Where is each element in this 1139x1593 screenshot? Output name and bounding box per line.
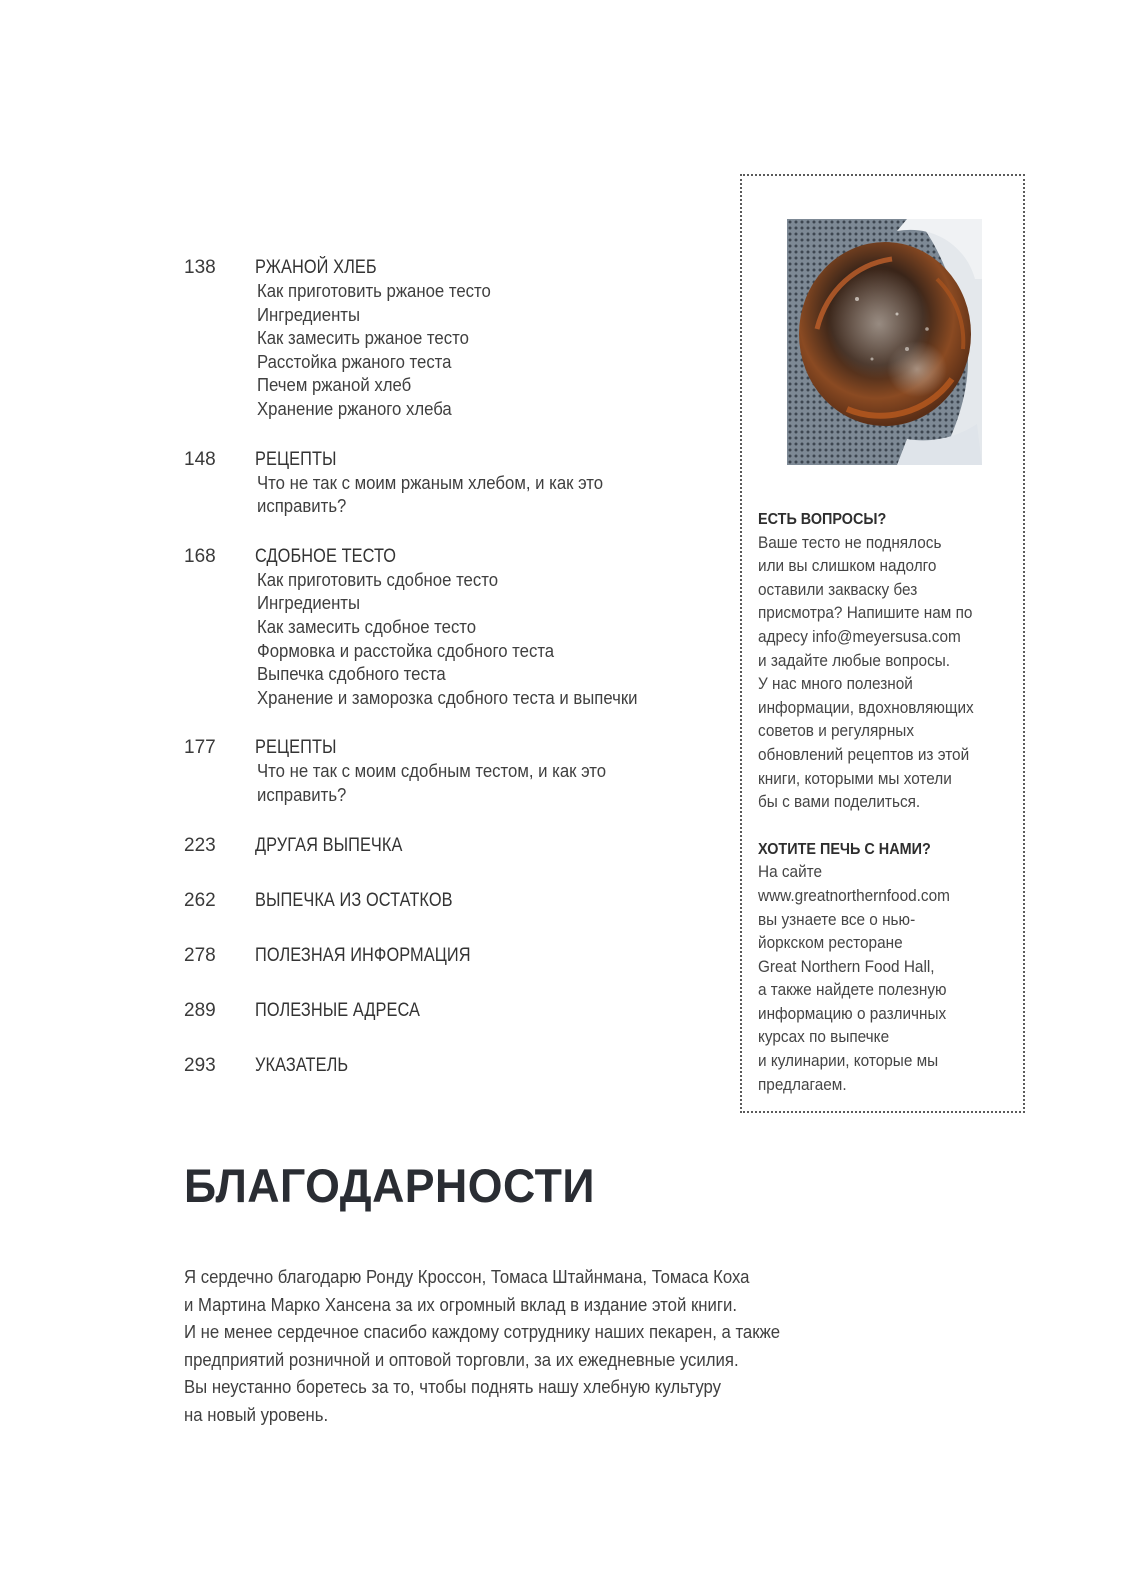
bread-photo — [787, 219, 982, 465]
bake-line: курсах по выпечке — [758, 1028, 890, 1047]
bake-line: На сайте — [758, 863, 823, 882]
toc-entry[interactable] — [184, 944, 714, 968]
toc-entry[interactable] — [184, 545, 714, 711]
toc-subsection[interactable]: Хранение ржаного хлеба — [257, 398, 452, 419]
toc-entry[interactable] — [184, 736, 714, 807]
toc-subsection[interactable]: Что не так с моим сдобным тестом, и как это исправить? — [257, 761, 607, 805]
toc-subsection[interactable]: Печем ржаной хлеб — [257, 375, 412, 396]
toc-entry[interactable] — [184, 834, 714, 858]
toc-section-title[interactable]: ДРУГАЯ ВЫПЕЧКА — [255, 834, 403, 856]
toc-subsection[interactable]: Что не так с моим ржаным хлебом, и как это исправить? — [257, 472, 604, 517]
acknowledgements-line: Вы неустанно боретесь за то, чтобы поднять нашу хлебную культуру — [184, 1377, 722, 1398]
toc-subsection-list — [255, 569, 714, 711]
bake-line: www.greatnorthernfood.com — [758, 886, 950, 905]
bake-line: и кулинарии, которые мы — [758, 1052, 939, 1071]
toc-page-number: 177 — [184, 737, 216, 759]
acknowledgements-line: на новый уровень. — [184, 1404, 329, 1425]
bake-line: а также найдете полезную — [758, 981, 947, 1000]
toc-subsection[interactable]: Выпечка сдобного теста — [257, 664, 446, 685]
acknowledgements-line: предприятий розничной и оптовой торговли, за их ежедневные усилия. — [184, 1349, 739, 1370]
toc-entry[interactable] — [184, 889, 714, 913]
toc-section-title[interactable]: РЖАНОЙ ХЛЕБ — [255, 257, 377, 278]
sidebar-text — [758, 508, 1020, 1097]
questions-heading: ЕСТЬ ВОПРОСЫ? — [758, 511, 887, 528]
toc-subsection-list — [255, 760, 714, 807]
acknowledgements-line: Я сердечно благодарю Ронду Кроссон, Томаса Штайнмана, Томаса Коха — [184, 1267, 750, 1287]
questions-line: информации, вдохновляющих — [758, 698, 974, 717]
toc-page-number: 138 — [184, 257, 216, 278]
toc-subsection[interactable]: Расстойка ржаного теста — [257, 351, 452, 372]
questions-line: Ваше тесто не поднялось — [758, 533, 942, 552]
table-of-contents — [184, 256, 714, 1109]
toc-subsection[interactable]: Ингредиенты — [257, 304, 361, 325]
toc-subsection[interactable]: Как приготовить ржаное тесто — [257, 281, 491, 301]
toc-section-title[interactable]: УКАЗАТЕЛЬ — [255, 1054, 349, 1076]
questions-paragraph — [758, 532, 1023, 815]
toc-section-title[interactable]: ПОЛЕЗНАЯ ИНФОРМАЦИЯ — [255, 944, 471, 966]
acknowledgements-title: БЛАГОДАРНОСТИ — [184, 1159, 595, 1212]
toc-entry[interactable] — [184, 999, 714, 1023]
toc-section-title[interactable]: РЕЦЕПТЫ — [255, 737, 337, 759]
bake-line: информацию о различных — [758, 1004, 947, 1023]
toc-entry[interactable] — [184, 1054, 714, 1078]
toc-entry[interactable] — [184, 448, 714, 519]
toc-subsection[interactable]: Хранение и заморозка сдобного теста и выпечки — [257, 687, 638, 708]
toc-page-number: 223 — [184, 834, 216, 856]
toc-subsection[interactable]: Формовка и расстойка сдобного теста — [257, 640, 555, 661]
questions-line: обновлений рецептов из этой — [758, 745, 970, 764]
toc-section-title[interactable]: РЕЦЕПТЫ — [255, 448, 337, 470]
questions-line: У нас много полезной — [758, 675, 913, 694]
questions-line: советов и регулярных — [758, 722, 915, 741]
toc-subsection-list — [255, 472, 714, 519]
acknowledgements-paragraph — [184, 1264, 944, 1430]
info-sidebar — [740, 174, 1025, 1113]
toc-section-title[interactable]: СДОБНОЕ ТЕСТО — [255, 545, 397, 567]
toc-page-number: 168 — [184, 545, 216, 567]
acknowledgements-line: и Мартина Марко Хансена за их огромный вклад в издание этой книги. — [184, 1294, 738, 1315]
toc-entry[interactable] — [184, 256, 714, 422]
toc-page-number: 262 — [184, 889, 216, 911]
toc-page-number: 148 — [184, 448, 216, 470]
toc-page-number: 289 — [184, 999, 216, 1021]
toc-subsection[interactable]: Как замесить ржаное тесто — [257, 328, 469, 349]
toc-subsection[interactable]: Ингредиенты — [257, 593, 361, 614]
bake-line: предлагаем. — [758, 1075, 847, 1094]
bake-line: Great Northern Food Hall, — [758, 957, 935, 976]
bake-line: йоркском ресторане — [758, 934, 903, 953]
toc-subsection-list — [255, 280, 714, 422]
bake-with-us-heading: ХОТИТЕ ПЕЧЬ С НАМИ? — [758, 840, 931, 858]
bake-line: вы узнаете все о нью- — [758, 910, 916, 929]
toc-section-title[interactable]: ПОЛЕЗНЫЕ АДРЕСА — [255, 999, 421, 1021]
acknowledgements-line: И не менее сердечное спасибо каждому сотруднику наших пекарен, а также — [184, 1322, 781, 1343]
toc-page-number: 293 — [184, 1054, 216, 1076]
questions-line: книги, которыми мы хотели — [758, 769, 952, 788]
questions-line: бы с вами поделиться. — [758, 793, 921, 812]
questions-line: и задайте любые вопросы. — [758, 651, 951, 670]
bake-with-us-paragraph — [758, 861, 1023, 1097]
questions-line: или вы слишком надолго — [758, 557, 937, 576]
questions-line: присмотра? Напишите нам по — [758, 604, 973, 623]
toc-section-title[interactable]: ВЫПЕЧКА ИЗ ОСТАТКОВ — [255, 889, 453, 911]
toc-subsection[interactable]: Как замесить сдобное тесто — [257, 616, 477, 637]
toc-page-number: 278 — [184, 944, 216, 966]
questions-line: адресу info@meyersusa.com — [758, 627, 961, 646]
toc-subsection[interactable]: Как приготовить сдобное тесто — [257, 569, 499, 590]
questions-line: оставили закваску без — [758, 580, 918, 599]
